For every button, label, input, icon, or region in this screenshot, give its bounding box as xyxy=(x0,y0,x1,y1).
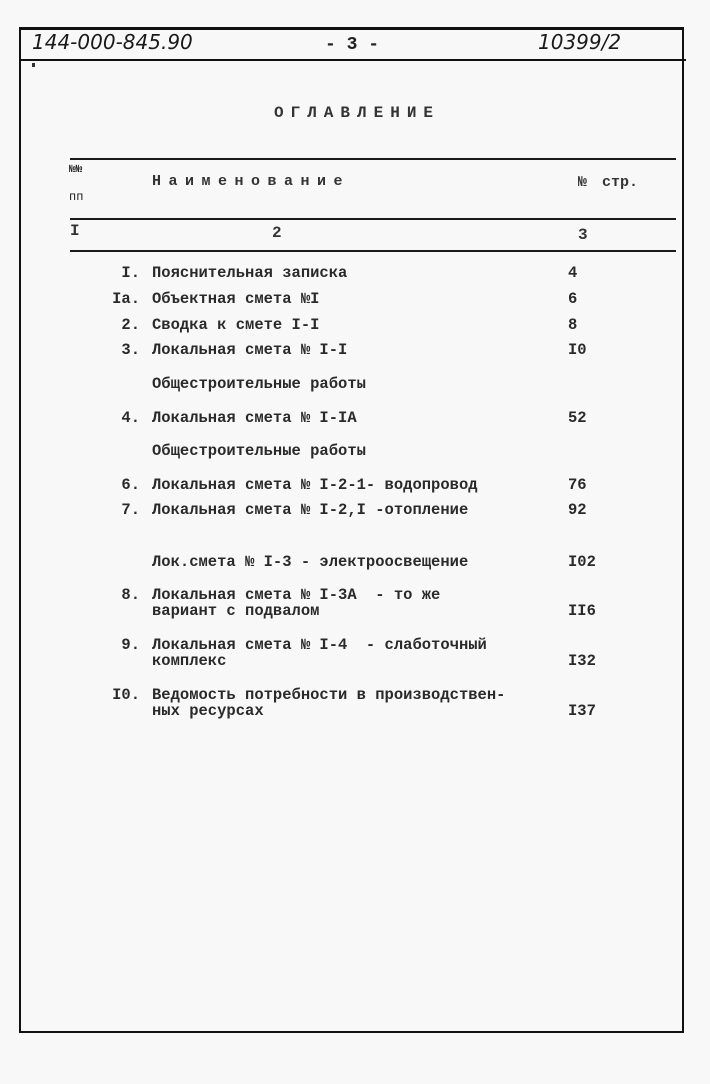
table-top-rule xyxy=(70,158,676,160)
toc-row-number: 2. xyxy=(121,316,140,334)
toc-row-title: Сводка к смете I-I xyxy=(152,316,320,334)
toc-row-title: вариант с подвалом xyxy=(152,602,320,620)
table-header-rule xyxy=(70,218,676,220)
toc-row-title: комплекс xyxy=(152,652,227,670)
archive-number: 10399/2 xyxy=(538,30,622,54)
toc-row-title: Общестроительные работы xyxy=(152,442,366,460)
toc-row-title: ных ресурсах xyxy=(152,702,264,720)
column-number-3: 3 xyxy=(578,226,588,244)
toc-row-number: 6. xyxy=(121,476,140,494)
toc-row-page: 8 xyxy=(568,316,578,334)
toc-row-page: 6 xyxy=(568,290,578,308)
toc-row-title: Лок.смета № I-3 - электроосвещение xyxy=(152,553,469,571)
toc-row-title: Ведомость потребности в производствен- xyxy=(152,686,506,704)
toc-row-page: I02 xyxy=(568,553,596,571)
toc-row-title: Общестроительные работы xyxy=(152,375,366,393)
toc-row-number: 8. xyxy=(121,586,140,604)
column-header-number-sub: пп xyxy=(69,190,84,204)
toc-row-number: 9. xyxy=(121,636,140,654)
toc-row-title: Локальная смета № I-2,I -отопление xyxy=(152,501,469,519)
toc-row-title: Локальная смета № I-3А - то же xyxy=(152,586,441,604)
toc-row-number: 7. xyxy=(121,501,140,519)
column-number-1: I xyxy=(70,222,80,240)
toc-row-page: I0 xyxy=(568,341,587,359)
page-number: - 3 - xyxy=(325,35,380,55)
toc-row-page: I32 xyxy=(568,652,596,670)
toc-row-title: Локальная смета № I-4 - слаботочный xyxy=(152,636,487,654)
toc-row-title: Локальная смета № I-IА xyxy=(152,409,357,427)
ink-mark xyxy=(32,63,35,67)
column-header-number: №№ xyxy=(69,164,83,176)
toc-row-page: II6 xyxy=(568,602,596,620)
column-number-2: 2 xyxy=(272,224,282,242)
toc-row-number: I. xyxy=(121,264,140,282)
toc-row-title: Объектная смета №I xyxy=(152,290,320,308)
toc-row-title: Локальная смета № I-I xyxy=(152,341,348,359)
toc-row-page: 92 xyxy=(568,501,587,519)
toc-row-page: I37 xyxy=(568,702,596,720)
toc-row-number: 3. xyxy=(121,341,140,359)
toc-row-title: Локальная смета № I-2-1- водопровод xyxy=(152,476,478,494)
table-numbers-rule xyxy=(70,250,676,252)
toc-row-number: 4. xyxy=(121,409,140,427)
toc-row-page: 52 xyxy=(568,409,587,427)
toc-row-page: 4 xyxy=(568,264,578,282)
column-header-page: № стр. xyxy=(578,174,639,191)
toc-row-number: Iа. xyxy=(112,290,140,308)
toc-row-title: Пояснительная записка xyxy=(152,264,348,282)
column-header-name: Наименование xyxy=(152,173,351,190)
document-code: 144-000-845.90 xyxy=(32,30,193,54)
toc-row-number: I0. xyxy=(112,686,140,704)
toc-row-page: 76 xyxy=(568,476,587,494)
page-title: ОГЛАВЛЕНИЕ xyxy=(274,104,441,122)
header-divider xyxy=(19,59,686,61)
